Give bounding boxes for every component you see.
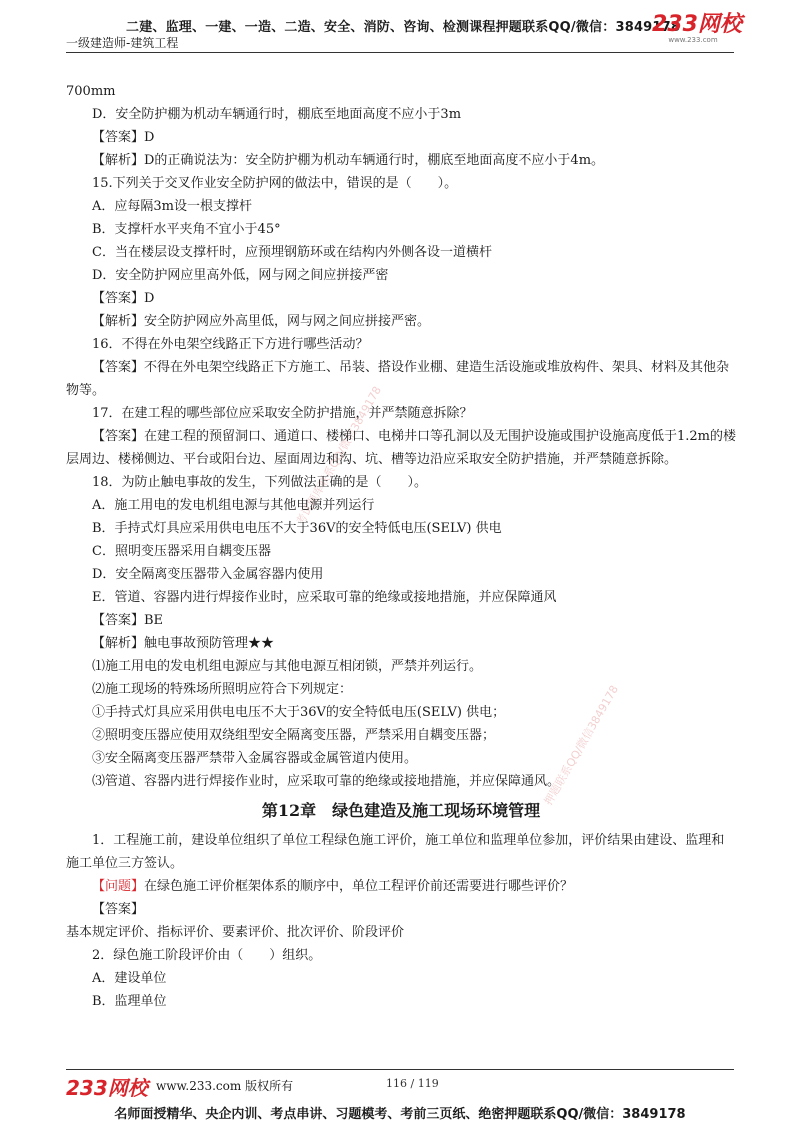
question-line: 16．不得在外电架空线路正下方进行哪些活动？ [92, 337, 369, 352]
option-line: D．安全防护棚为机动车辆通行时，棚底至地面高度不应小于3m [92, 107, 462, 122]
option-line: A．建设单位 [92, 971, 167, 986]
answer-line: 【答案】BE [92, 613, 164, 628]
analysis-item: ⑵施工现场的特殊场所照明应符合下列规定： [92, 682, 353, 697]
question-line [66, 875, 736, 898]
analysis-item: ②照明变压器应使用双绕组型安全隔离变压器，严禁采用自耦变压器； [92, 728, 496, 743]
answer-text: 基本规定评价、指标评价、要素评价、批次评价、阶段评价 [66, 925, 405, 940]
answer-line: 【答案】 [92, 902, 145, 917]
header-subtitle: 一级建造师-建筑工程 [66, 36, 179, 50]
chapter-title: 第12章 绿色建造及施工现场环境管理 [261, 801, 541, 820]
header-logo [652, 12, 742, 44]
question-text: 在绿色施工评价框架体系的顺序中，单位工程评价前还需要进行哪些评价？ [144, 879, 574, 894]
footer-logo: 233网校 [66, 1076, 148, 1100]
question-line: 17．在建工程的哪些部位应采取安全防护措施，并严禁随意拆除？ [92, 406, 473, 421]
answer-line: 【答案】D [92, 130, 155, 145]
text-line: 700mm [66, 84, 116, 99]
option-line: E．管道、容器内进行焊接作业时，应采取可靠的绝缘或接地措施，并应保障通风 [92, 590, 557, 605]
analysis-line: 【解析】触电事故预防管理★★ [92, 636, 275, 651]
case-paragraph: 1．工程施工前，建设单位组织了单位工程绿色施工评价，施工单位和监理单位参加，评价结果由建设、监理和施工单位三方签认。 [66, 833, 725, 871]
document-body [66, 80, 736, 1013]
watermark: 押题联系QQ/微信3849178 [541, 683, 621, 808]
footer-divider [66, 1069, 734, 1070]
footer-banner: 名师面授精华、央企内训、考点串讲、习题模考、考前三页纸、绝密押题联系QQ/微信：3849178 [114, 1107, 686, 1122]
analysis-item: ①手持式灯具应采用供电电压不大于36V的安全特低电压(SELV) 供电； [92, 705, 506, 720]
option-line: D．安全隔离变压器带入金属容器内使用 [92, 567, 324, 582]
option-line: B．支撑杆水平夹角不宜小于45° [92, 222, 281, 237]
page-number: 116 / 119 [386, 1077, 439, 1090]
analysis-item: ⑶管道、容器内进行焊接作业时，应采取可靠的绝缘或接地措施，并应保障通风。 [92, 774, 561, 789]
analysis-line: 【解析】安全防护网应外高里低，网与网之间应拼接严密。 [92, 314, 431, 329]
answer-paragraph: 【答案】不得在外电架空线路正下方施工、吊装、搭设作业棚、建造生活设施或堆放构件、架具、材料及其他杂物等。 [66, 360, 730, 398]
header-banner: 二建、监理、一建、一造、二造、安全、消防、咨询、检测课程押题联系QQ/微信：3849178 [126, 20, 681, 35]
header-divider [66, 52, 734, 53]
question-line: 2．绿色施工阶段评价由（ ）组织。 [92, 948, 322, 963]
option-line: B．监理单位 [92, 994, 167, 1009]
option-line: C．当在楼层设支撑杆时，应预埋钢筋环或在结构内外侧各设一道横杆 [92, 245, 492, 260]
analysis-item: ③安全隔离变压器严禁带入金属容器或金属管道内使用。 [92, 751, 418, 766]
logo-text: 233网校 [652, 12, 742, 37]
logo-url: www.233.com [668, 36, 718, 44]
question-tag: 【问题】 [92, 879, 145, 894]
analysis-line: 【解析】D的正确说法为：安全防护棚为机动车辆通行时，棚底至地面高度不应小于4m。 [92, 153, 605, 168]
option-line: C．照明变压器采用自耦变压器 [92, 544, 271, 559]
answer-line: 【答案】D [92, 291, 155, 306]
option-line: B．手持式灯具应采用供电电压不大于36V的安全特低电压(SELV) 供电 [92, 521, 502, 536]
option-line: A．应每隔3m设一根支撑杆 [92, 199, 252, 214]
option-line: D．安全防护网应里高外低，网与网之间应拼接严密 [92, 268, 389, 283]
option-line: A．施工用电的发电机组电源与其他电源并列运行 [92, 498, 375, 513]
analysis-item: ⑴施工用电的发电机组电源应与其他电源互相闭锁，严禁并列运行。 [92, 659, 483, 674]
footer-site: www.233.com 版权所有 [156, 1079, 294, 1093]
watermark: 考试题库联系QQ/微信3849178 [293, 384, 384, 528]
question-line: 15.下列关于交叉作业安全防护网的做法中，错误的是（ ）。 [92, 176, 458, 191]
question-line: 18．为防止触电事故的发生，下列做法正确的是（ ）。 [92, 475, 428, 490]
answer-paragraph: 【答案】在建工程的预留洞口、通道口、楼梯口、电梯井口等孔洞以及无围护设施或围护设施高度低于1.2m的楼层周边、楼梯侧边、平台或阳台边、屋面周边和沟、坑、槽等边沿应采取安全防护措施，并严禁随意拆除。 [66, 429, 737, 467]
